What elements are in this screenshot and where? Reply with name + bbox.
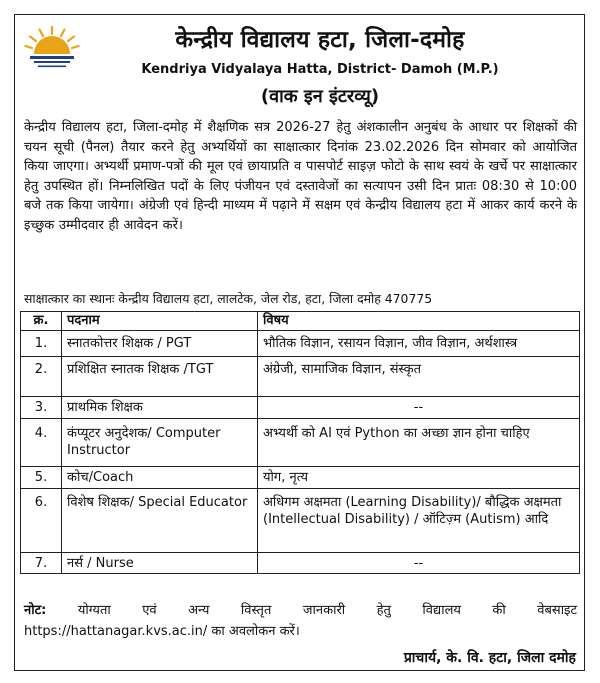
row-sno: 3. (21, 397, 62, 419)
table-row (21, 553, 580, 574)
header-post: पदनाम (62, 312, 258, 331)
row-subject: अंग्रेजी, सामाजिक विज्ञान, संस्कृत (258, 357, 580, 397)
header-sno: क्र. (21, 312, 62, 331)
row-post: विशेष शिक्षक/ Special Educator (62, 489, 258, 553)
note-line-2: https://hattanagar.kvs.ac.in/ का अवलोकन करें। (24, 624, 300, 639)
row-subject: अधिगम अक्षमता (Learning Disability)/ बौद्धिक अक्षमता (Intellectual Disability) / ऑटिज़्म (Autism) आदि (258, 489, 580, 553)
row-subject: -- (258, 397, 580, 419)
table-header-row (21, 312, 580, 331)
row-sno: 6. (21, 489, 62, 553)
website-note (24, 600, 577, 642)
row-subject: अभ्यर्थी को AI एवं Python का अच्छा ज्ञान होना चाहिए (258, 419, 580, 467)
note-text: योग्यता एवं अन्य विस्तृत जानकारी हेतु विद्यालय की वेबसाइट (77, 603, 577, 618)
row-sno: 1. (21, 331, 62, 357)
intro-text: केन्द्रीय विद्यालय हटा, जिला-दमोह में शैक्षणिक सत्र 2026-27 हेतु अंशकालीन अनुबंध के आधार पर शिक्षकों की चयन सूची (पैनल) तैयार करने हेतु अभ्यर्थियों का साक्षात्कार दिनांक 23.02.2026 दिन सोमवार को आयोजित किया जाएगा। अभ्यर्थी प्रमाण-पत्रों की मूल एवं छायाप्रति व पासपोर्ट साइज़ फोटो के साथ स्वयं के खर्चे पर साक्षात्कार हेतु उपस्थित हों। निम्नलिखित पदों के लिए पंजीयन एवं दस्तावेजों का सत्यापन उसी दिन प्रातः 08:30 से 10:00 बजे तक किया जायेगा। अंग्रेजी एवं हिन्दी माध्यम में पढ़ाने में सक्षम एवं केन्द्रीय विद्यालय हटा में आकर कार्य करने के इच्छुक उम्मीदवार ही आवेदन करें। (24, 120, 577, 233)
row-post: कोच/Coach (62, 467, 258, 489)
table-row (21, 489, 580, 553)
table-row (21, 331, 580, 357)
note-line-1 (24, 600, 577, 621)
row-subject: भौतिक विज्ञान, रसायन विज्ञान, जीव विज्ञान, अर्थशास्त्र (258, 331, 580, 357)
row-sno: 2. (21, 357, 62, 397)
row-sno: 4. (21, 419, 62, 467)
intro-paragraph (24, 118, 577, 236)
header-subject: विषय (258, 312, 580, 331)
table-row (21, 467, 580, 489)
row-post: नर्स / Nurse (62, 553, 258, 574)
posts-table (20, 311, 580, 574)
page-title-hindi: केन्द्रीय विद्यालय हटा, जिला-दमोह (175, 27, 465, 53)
note-label: नोट: (24, 603, 47, 618)
row-post: स्नातकोत्तर शिक्षक / PGT (62, 331, 258, 357)
row-post: प्राथमिक शिक्षक (62, 397, 258, 419)
row-sno: 7. (21, 553, 62, 574)
row-post: प्रशिक्षित स्नातक शिक्षक /TGT (62, 357, 258, 397)
row-subject: -- (258, 553, 580, 574)
row-post: कंप्यूटर अनुदेशक/ Computer Instructor (62, 419, 258, 467)
interview-venue: साक्षात्कार का स्थानः केन्द्रीय विद्यालय हटा, लालटेक, जेल रोड, हटा, जिला दमोह 470775 (24, 291, 433, 306)
table-row (21, 419, 580, 467)
row-subject: योग, नृत्य (258, 467, 580, 489)
table-row (21, 357, 580, 397)
page-title-english: Kendriya Vidyalaya Hatta, District- Damoh (M.P.) (141, 62, 499, 77)
table-row (21, 397, 580, 419)
row-sno: 5. (21, 467, 62, 489)
principal-signature: प्राचार्य, के. वि. हटा, जिला दमोह (403, 650, 576, 666)
walk-in-interview-heading: (वाक इन इंटरव्यू) (260, 86, 380, 107)
